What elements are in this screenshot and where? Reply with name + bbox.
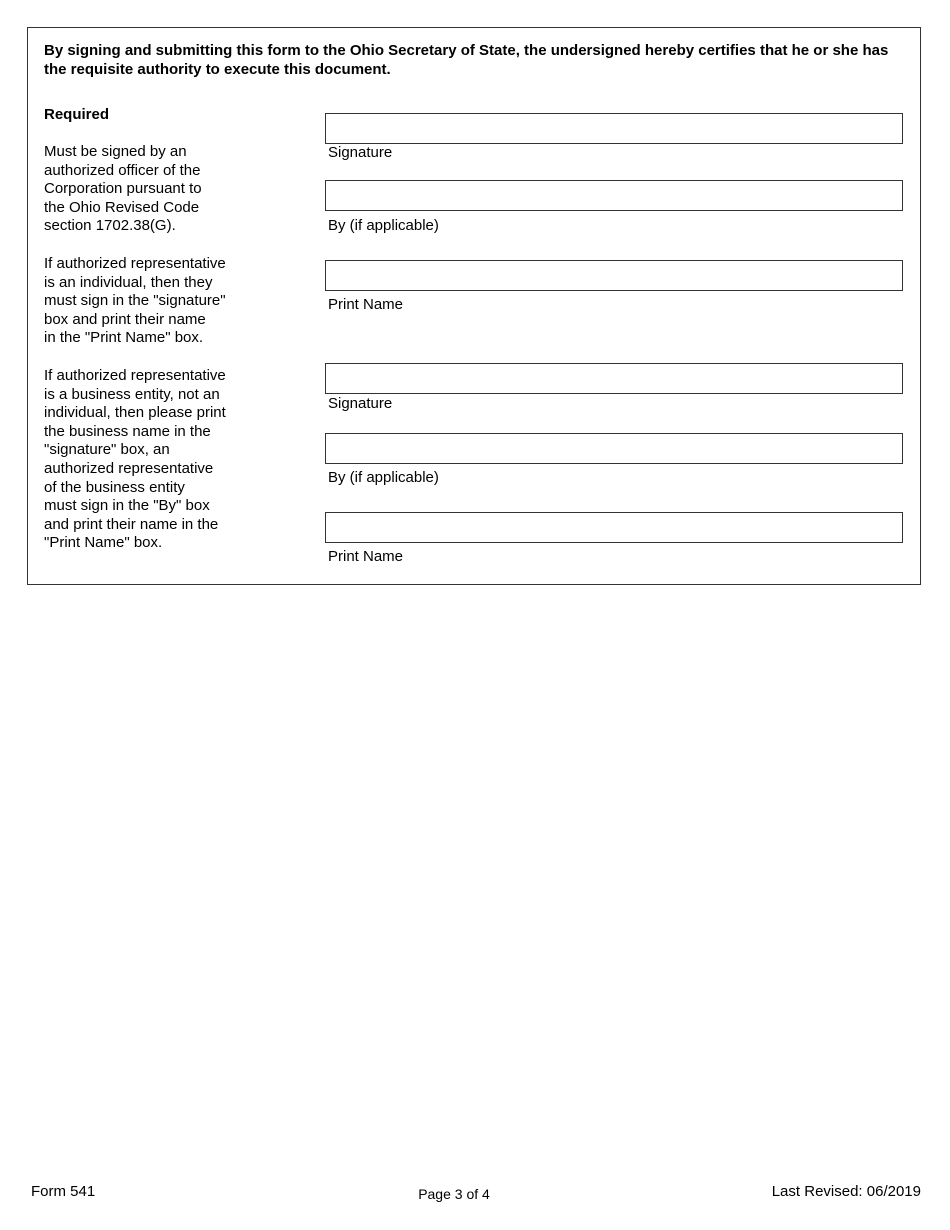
print-name-field-2[interactable] — [325, 512, 903, 543]
by-field-1[interactable] — [325, 180, 903, 211]
print-name-label-1: Print Name — [328, 296, 404, 313]
print-name-label-2: Print Name — [328, 548, 404, 565]
form-number: Form 541 — [31, 1183, 96, 1200]
required-heading: Required — [44, 106, 110, 123]
entity-instructions: If authorized representative is a business entity, not an individual, then please print the business name in the "signature" box, an authorized representative of the business entity must sign in the "By" box and print their name in the "Print Name" box. — [44, 367, 226, 552]
certification-statement: By signing and submitting this form to the Ohio Secretary of State, the undersigned hereby certifies that he or she has the requisite authority to execute this document. — [44, 42, 889, 78]
signature-label-1: Signature — [328, 144, 393, 161]
by-label-2: By (if applicable) — [328, 469, 439, 486]
signature-field-2[interactable] — [325, 363, 903, 394]
by-label-1: By (if applicable) — [328, 217, 439, 234]
signature-field-1[interactable] — [325, 113, 903, 144]
individual-instructions: If authorized representative is an individual, then they must sign in the "signature" box and print their name in the "Print Name" box. — [44, 255, 226, 347]
last-revised: Last Revised: 06/2019 — [771, 1183, 921, 1200]
signature-label-2: Signature — [328, 395, 393, 412]
print-name-field-1[interactable] — [325, 260, 903, 291]
by-field-2[interactable] — [325, 433, 903, 464]
page-number: Page 3 of 4 — [418, 1186, 490, 1202]
officer-instructions: Must be signed by an authorized officer of the Corporation pursuant to the Ohio Revised Code section 1702.38(G). — [44, 143, 202, 235]
